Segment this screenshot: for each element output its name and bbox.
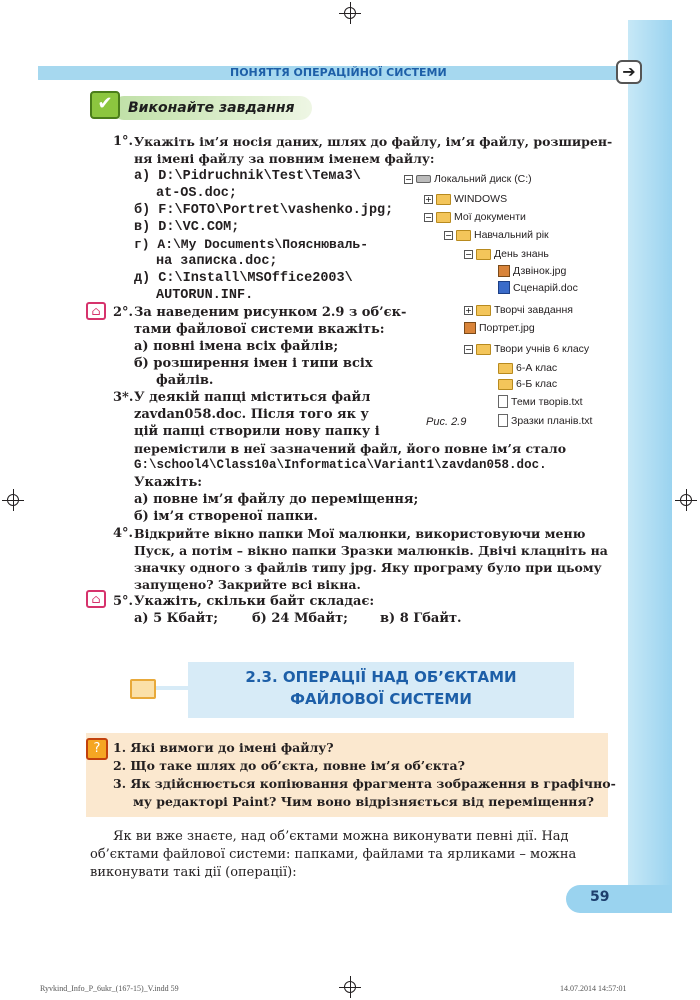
registration-mark-left [7, 494, 19, 506]
task4-number: 4°. [113, 526, 134, 541]
task4-line1: Відкрийте вікно папки Мої малюнки, використовуючи меню [134, 526, 586, 541]
tree-node [498, 281, 578, 294]
tree-node [424, 211, 526, 223]
tree-node [404, 173, 532, 185]
section-folder-icon [130, 679, 156, 699]
collapse-icon: − [405, 174, 412, 184]
task1-line2: ня імені файлу за повним іменем файлу: [134, 151, 435, 166]
folder-icon [456, 230, 471, 241]
collapse-icon: − [445, 230, 452, 240]
task-header-title: Виконайте завдання [128, 100, 295, 116]
image-file-icon [498, 265, 510, 277]
task1-e1: д) C:\Install\MSOffice2003\ [134, 271, 353, 286]
task4-line2: Пуск, а потім – вікно папки Зразки малюнків. Двічі клацніть на [134, 543, 608, 558]
tree-label: Портрет.jpg [479, 322, 535, 334]
footer-date: 14.07.2014 14:57:01 [560, 984, 627, 993]
tree-node [498, 395, 583, 408]
task2-line2: тами файлової системи вкажіть: [134, 322, 385, 337]
tree-label: Сценарій.doc [513, 281, 578, 294]
figure-caption: Рис. 2.9 [426, 416, 467, 428]
task2-b2: файлів. [156, 373, 214, 388]
task1-c: в) D:\VC.COM; [134, 220, 240, 235]
folder-icon [476, 249, 491, 260]
tree-node [498, 362, 557, 374]
task1-d1: г) A:\My Documents\Пояснюваль- [134, 237, 369, 252]
task4-line3: значку одного з файлів типу jpg. Яку програму було при цьому [134, 560, 602, 575]
side-strip [628, 20, 672, 892]
task4-line4: запущено? Закрийте всі вікна. [134, 577, 361, 592]
tree-node [498, 265, 566, 277]
body-line3: виконувати такі дії (операції): [90, 865, 297, 880]
tree-label: Зразки планів.txt [511, 414, 593, 427]
tree-label: День знань [494, 248, 549, 260]
task3-line1: У деякій папці міститься файл [134, 390, 371, 405]
tree-label: Теми творів.txt [511, 395, 583, 408]
page-number: 59 [590, 889, 610, 905]
collapse-icon: − [465, 249, 472, 259]
tree-node [464, 248, 549, 260]
task1-b: б) F:\FOTO\Portret\vashenko.jpg; [134, 203, 394, 218]
task1-a1: а) D:\Pidruchnik\Test\Тема3\ [134, 169, 361, 184]
task3-line4: перемістили в неї зазначений файл, його повне ім’я стало [134, 441, 567, 456]
tree-label: Дзвінок.jpg [513, 265, 567, 277]
body-line1: Як ви вже знаєте, над об’єктами можна виконувати певні дії. Над [113, 829, 569, 844]
expand-icon: + [425, 194, 432, 204]
task5-a: а) 5 Кбайт; [134, 611, 219, 626]
task2-b1: б) розширення імен і типи всіх [134, 356, 373, 371]
task2-line1: За наведеним рисунком 2.9 з об’єк- [134, 305, 407, 320]
checklist-icon: ✔ [90, 91, 120, 119]
collapse-icon: − [425, 212, 432, 222]
task2-a: а) повні імена всіх файлів; [134, 339, 339, 354]
tree-label: 6-А клас [516, 362, 558, 374]
task1-e2: AUTORUN.INF. [156, 288, 254, 303]
task1-a2: at-OS.doc; [156, 186, 238, 201]
task3-line3: цій папці створили нову папку і [134, 424, 380, 439]
folder-icon [498, 363, 513, 374]
tree-label: Локальний диск (C:) [434, 173, 532, 185]
home-task-icon: ⌂ [86, 590, 106, 608]
next-arrow-icon[interactable]: ➔ [616, 60, 642, 84]
tree-node [424, 193, 507, 205]
tree-label: 6-Б клас [516, 378, 558, 390]
tree-label: Мої документи [454, 211, 526, 223]
footer-file: Ryvkind_Info_P_6ukr_(167-15)_V.indd 59 [40, 984, 179, 993]
tree-node [464, 322, 535, 334]
tree-node [464, 343, 589, 355]
text-file-icon [498, 395, 508, 408]
tree-label: Твори учнів 6 класу [494, 343, 590, 355]
registration-mark-top [344, 7, 356, 19]
task2-number: 2°. [113, 305, 134, 320]
task3-number: 3*. [113, 390, 134, 405]
tree-node [444, 229, 549, 241]
question-3a: 3. Як здійснюється копіювання фрагмента зображення в графічно- [113, 776, 616, 791]
question-3b: му редакторі Paint? Чим воно відрізняється від переміщення? [133, 794, 594, 809]
page-number-tab [566, 885, 672, 913]
doc-file-icon [498, 281, 510, 294]
task3-a: а) повне ім’я файлу до переміщення; [134, 492, 419, 507]
question-1: 1. Які вимоги до імені файлу? [113, 740, 334, 755]
task3-b: б) ім’я створеної папки. [134, 509, 318, 524]
tree-node [498, 378, 557, 390]
folder-icon [476, 344, 491, 355]
section-title-line2: ФАЙЛОВОЇ СИСТЕМИ [290, 690, 472, 708]
tree-label: Творчі завдання [494, 304, 573, 316]
questions-icon: ? [86, 738, 108, 760]
question-2: 2. Що таке шлях до об’єкта, повне ім’я об’єкта? [113, 758, 465, 773]
tree-label: Навчальний рік [474, 229, 549, 241]
registration-mark-right [680, 494, 692, 506]
task3-line6: Укажіть: [134, 475, 203, 490]
text-file-icon [498, 414, 508, 427]
section-title-line1: 2.3. ОПЕРАЦІЇ НАД ОБ’ЄКТАМИ [245, 668, 517, 686]
task1-line1: Укажіть ім’я носія даних, шлях до файлу, ім’я файлу, розширен- [134, 134, 613, 149]
section-connector-line [150, 686, 190, 690]
registration-mark-bottom [344, 981, 356, 993]
header-title: ПОНЯТТЯ ОПЕРАЦІЙНОЇ СИСТЕМИ [230, 66, 447, 79]
image-file-icon [464, 322, 476, 334]
expand-icon: + [465, 305, 472, 315]
task1-d2: на записка.doc; [156, 254, 278, 269]
body-line2: об’єктами файлової системи: папками, файлами та ярликами – можна [90, 847, 577, 862]
folder-icon [498, 379, 513, 390]
tree-label: WINDOWS [454, 193, 508, 205]
home-task-icon: ⌂ [86, 302, 106, 320]
folder-icon [476, 305, 491, 316]
folder-icon [436, 212, 451, 223]
task5-number: 5°. [113, 594, 134, 609]
drive-icon [416, 175, 431, 183]
task5-line1: Укажіть, скільки байт складає: [134, 594, 375, 609]
task3-line5: G:\school4\Class10a\Informatica\Variant1\zavdan058.doc. [134, 458, 547, 472]
task5-b: б) 24 Мбайт; [252, 611, 348, 626]
tree-node [498, 414, 592, 427]
tree-node [464, 304, 573, 316]
task1-number: 1°. [113, 134, 134, 149]
task3-line2: zavdan058.doc. Після того як у [134, 407, 369, 422]
collapse-icon: − [465, 344, 472, 354]
folder-icon [436, 194, 451, 205]
task5-c: в) 8 Гбайт. [380, 611, 462, 626]
